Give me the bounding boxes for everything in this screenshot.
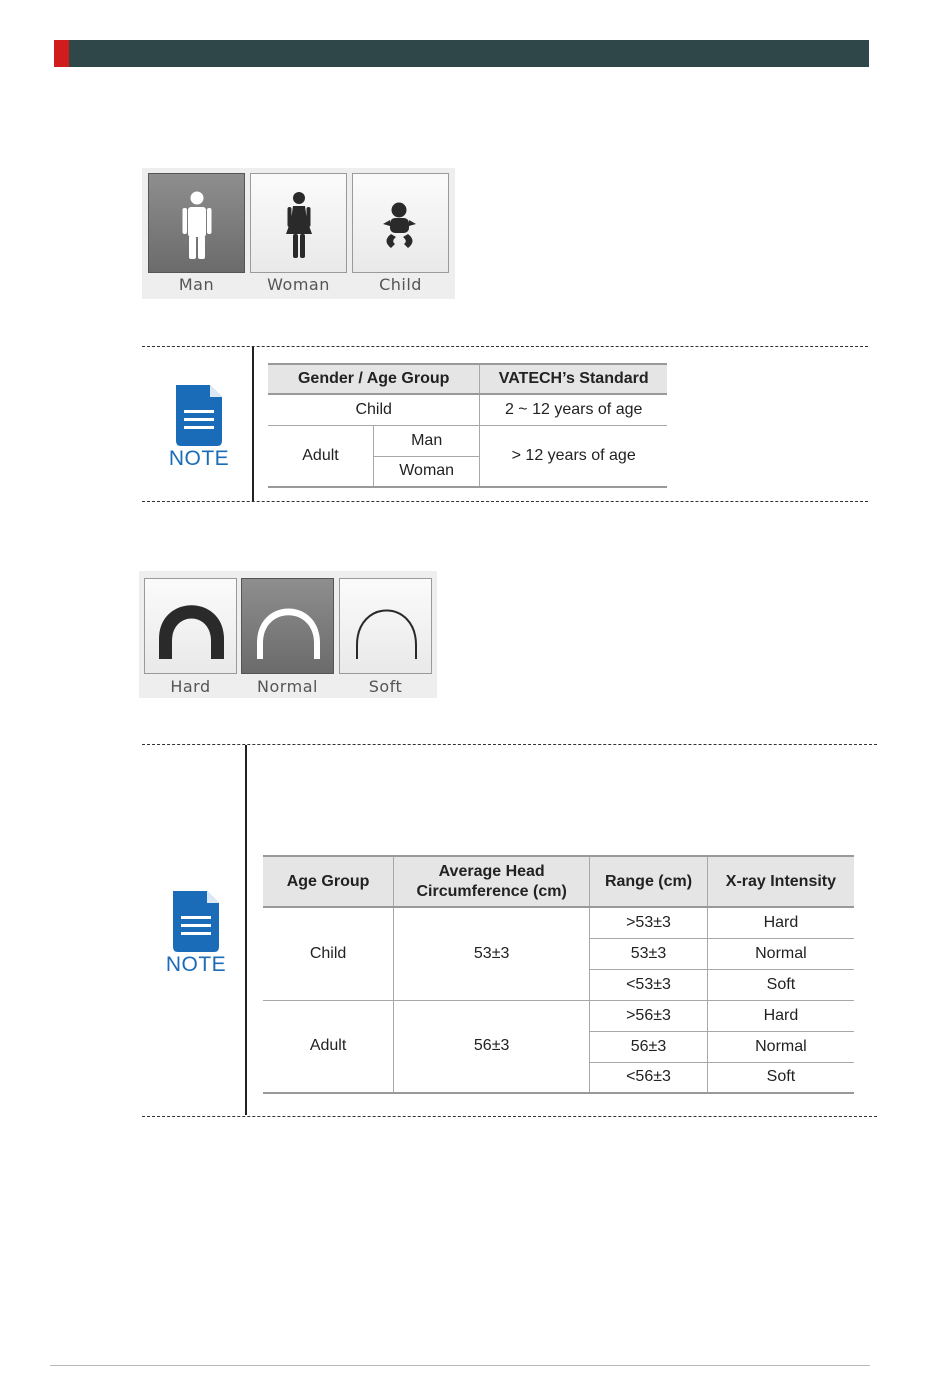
table-cell: >56±3	[590, 1000, 708, 1031]
table-cell: Hard	[707, 907, 854, 938]
man-button[interactable]	[148, 173, 245, 273]
note1-top-border	[142, 346, 868, 347]
footer-rule	[50, 1365, 870, 1366]
table-cell: Normal	[707, 938, 854, 969]
hard-button[interactable]	[144, 578, 237, 674]
soft-label: Soft	[368, 677, 403, 696]
note1-badge	[168, 383, 230, 473]
hard-arch-icon	[145, 579, 238, 675]
note-document-icon	[168, 383, 230, 449]
table-cell: Soft	[707, 1062, 854, 1093]
note1-divider	[252, 347, 254, 501]
woman-icon	[251, 174, 348, 274]
man-label: Man	[178, 275, 215, 294]
header-accent	[54, 40, 69, 67]
child-button[interactable]	[352, 173, 449, 273]
table-cell: 2 ~ 12 years of age	[480, 394, 667, 425]
table-cell: Man	[373, 425, 479, 456]
table-cell: 56±3	[394, 1000, 590, 1093]
normal-button[interactable]	[241, 578, 334, 674]
normal-label: Normal	[257, 677, 318, 696]
note-document-icon	[165, 889, 227, 955]
gender-selector	[142, 168, 455, 299]
table-cell: 53±3	[590, 938, 708, 969]
table-cell: Normal	[707, 1031, 854, 1062]
table-cell: Soft	[707, 969, 854, 1000]
note2-bottom-border	[142, 1116, 877, 1117]
man-icon	[149, 174, 246, 274]
table-cell: <56±3	[590, 1062, 708, 1093]
note2-divider	[245, 745, 247, 1115]
table-header: VATECH’s Standard	[480, 364, 667, 394]
note2-badge	[165, 889, 227, 979]
table-cell: Woman	[373, 456, 479, 487]
table-cell: 53±3	[394, 907, 590, 1000]
table-cell: Adult	[263, 1000, 394, 1093]
woman-button[interactable]	[250, 173, 347, 273]
table-cell: Hard	[707, 1000, 854, 1031]
age-group-table	[268, 363, 667, 488]
table-header: Age Group	[263, 856, 394, 907]
note2-top-border	[142, 744, 877, 745]
intensity-selector	[139, 571, 437, 698]
table-header: Average Head Circumference (cm)	[394, 856, 590, 907]
woman-label: Woman	[267, 275, 330, 294]
table-cell: <53±3	[590, 969, 708, 1000]
table-header: X-ray Intensity	[707, 856, 854, 907]
note2-label: NOTE	[165, 953, 227, 976]
soft-arch-icon	[340, 579, 433, 675]
table-cell: >53±3	[590, 907, 708, 938]
header-bar	[54, 40, 869, 67]
soft-button[interactable]	[339, 578, 432, 674]
table-cell: Child	[268, 394, 480, 425]
table-header: Gender / Age Group	[268, 364, 480, 394]
hard-label: Hard	[170, 677, 211, 696]
child-label: Child	[379, 275, 422, 294]
normal-arch-icon	[242, 579, 335, 675]
table-cell: > 12 years of age	[480, 425, 667, 487]
child-icon	[353, 174, 450, 274]
table-cell: Adult	[268, 425, 373, 487]
table-cell: Child	[263, 907, 394, 1000]
note1-bottom-border	[142, 501, 868, 502]
table-header: Range (cm)	[590, 856, 708, 907]
head-circumference-table	[263, 855, 854, 1094]
note1-label: NOTE	[168, 447, 230, 470]
table-cell: 56±3	[590, 1031, 708, 1062]
